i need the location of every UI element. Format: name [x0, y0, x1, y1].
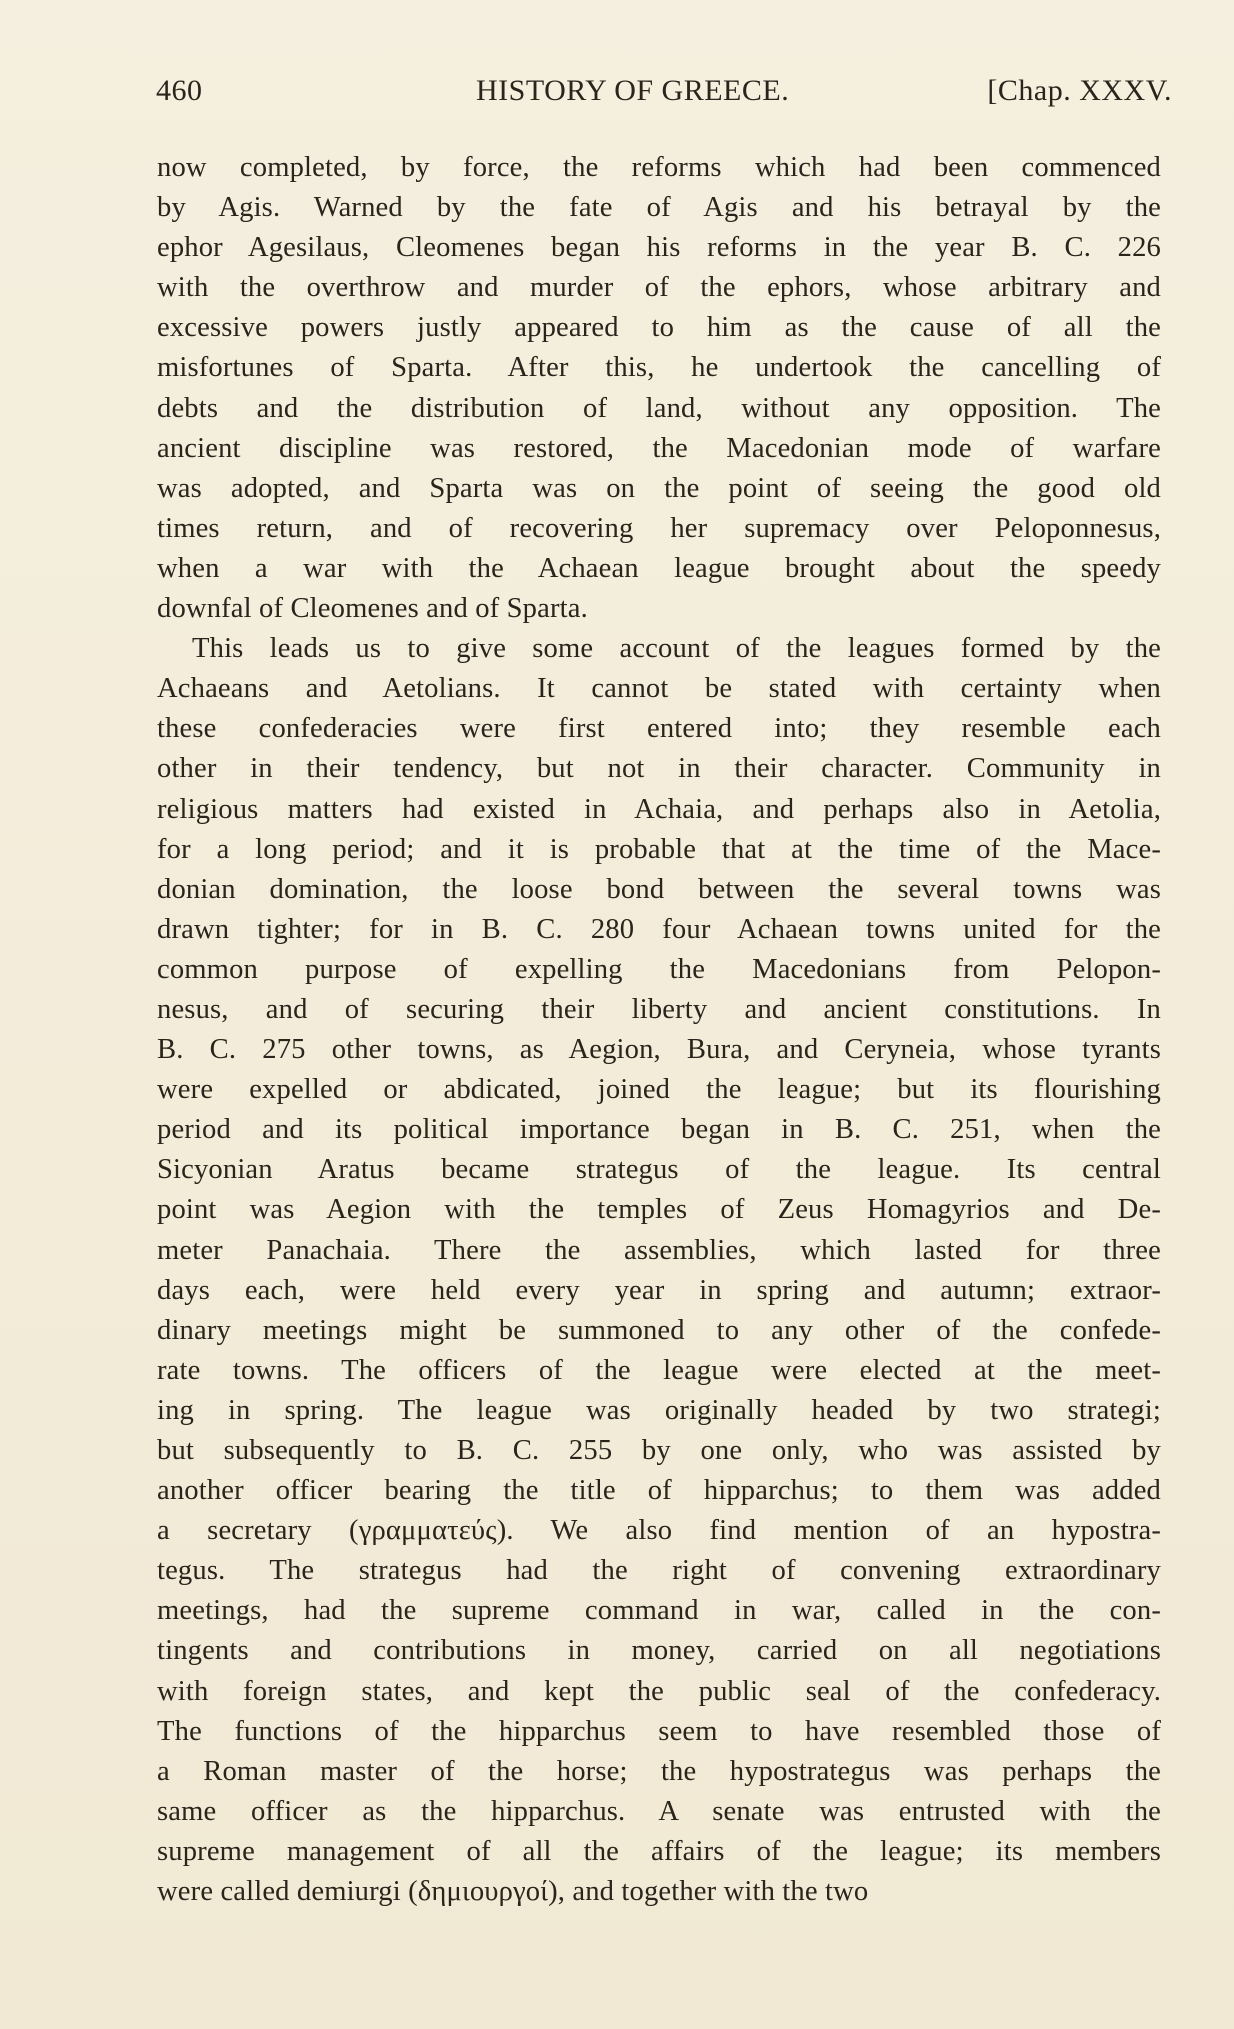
text-line: was adopted, and Sparta was on the point of seeing the good old	[157, 472, 1161, 504]
text-line: religious matters had existed in Achaia, and perhaps also in Aetolia,	[157, 793, 1161, 825]
text-line: with the overthrow and murder of the ephors, whose arbitrary and	[157, 272, 1161, 304]
text-line: but subsequently to B. C. 255 by one only, who was assisted by	[157, 1435, 1161, 1466]
text-line: other in their tendency, but not in their character. Community in	[157, 753, 1161, 785]
text-line: now completed, by force, the reforms which had been commenced	[157, 152, 1161, 183]
text-line: tegus. The strategus had the right of convening extraordinary	[157, 1555, 1161, 1587]
text-line: by Agis. Warned by the fate of Agis and his betrayal by the	[157, 192, 1161, 224]
body-text	[157, 148, 1161, 1912]
book-title: HISTORY OF GREECE.	[476, 74, 790, 107]
text-line: were expelled or abdicated, joined the league; but its flourishing	[157, 1074, 1161, 1106]
text-line: with foreign states, and kept the public seal of the confederacy.	[157, 1675, 1161, 1707]
text-line: B. C. 275 other towns, as Aegion, Bura, and Ceryneia, whose tyrants	[157, 1034, 1161, 1066]
text-line: excessive powers justly appeared to him as the cause of all the	[157, 312, 1161, 344]
text-line: The functions of the hipparchus seem to have resembled those of	[157, 1715, 1161, 1747]
chapter-reference: [Chap. XXXV.	[987, 74, 1172, 107]
text-line: ancient discipline was restored, the Macedonian mode of warfare	[157, 432, 1161, 464]
text-line: ephor Agesilaus, Cleomenes began his reforms in the year B. C. 226	[157, 232, 1161, 264]
text-line: supreme management of all the affairs of the league; its members	[157, 1835, 1161, 1867]
text-line: point was Aegion with the temples of Zeus Homagyrios and De-	[157, 1194, 1161, 1226]
text-line: a secretary (γραμματεύς). We also find mention of an hypostra-	[157, 1515, 1161, 1547]
text-line: Achaeans and Aetolians. It cannot be stated with certainty when	[157, 673, 1161, 705]
text-line: nesus, and of securing their liberty and ancient constitutions. In	[157, 993, 1161, 1025]
page-number: 460	[156, 74, 203, 107]
text-line: these confederacies were first entered into; they resemble each	[157, 713, 1161, 745]
text-line: donian domination, the loose bond between the several towns was	[157, 873, 1161, 905]
text-line: when a war with the Achaean league brought about the speedy	[157, 552, 1161, 584]
text-line: misfortunes of Sparta. After this, he undertook the cancelling of	[157, 352, 1161, 384]
text-line: rate towns. The officers of the league were elected at the meet-	[157, 1354, 1161, 1386]
text-line: ing in spring. The league was originally headed by two strategi;	[157, 1394, 1161, 1426]
text-line: another officer bearing the title of hipparchus; to them was added	[157, 1475, 1161, 1507]
running-head	[156, 74, 1172, 124]
text-line: drawn tighter; for in B. C. 280 four Achaean towns united for the	[157, 913, 1161, 945]
text-line: downfal of Cleomenes and of Sparta.	[157, 593, 588, 625]
text-line: times return, and of recovering her supremacy over Peloponnesus,	[157, 512, 1161, 544]
text-line: dinary meetings might be summoned to any other of the confede-	[157, 1314, 1161, 1346]
text-line: debts and the distribution of land, without any opposition. The	[157, 392, 1161, 424]
text-line: Sicyonian Aratus became strategus of the league. Its central	[157, 1154, 1161, 1186]
text-line: days each, were held every year in spring and autumn; extraor-	[157, 1274, 1161, 1306]
text-line: period and its political importance began in B. C. 251, when the	[157, 1114, 1161, 1146]
text-line: common purpose of expelling the Macedonians from Pelopon-	[157, 953, 1161, 985]
text-line: were called demiurgi (δημιουργοί), and together with the two	[157, 1876, 869, 1908]
text-line: meter Panachaia. There the assemblies, which lasted for three	[157, 1234, 1161, 1266]
text-line: for a long period; and it is probable that at the time of the Mace-	[157, 833, 1161, 865]
text-line: a Roman master of the horse; the hypostrategus was perhaps the	[157, 1755, 1161, 1787]
text-line: tingents and contributions in money, carried on all negotiations	[157, 1635, 1161, 1667]
text-line: meetings, had the supreme command in war, called in the con-	[157, 1595, 1161, 1627]
text-line: same officer as the hipparchus. A senate was entrusted with the	[157, 1795, 1161, 1827]
text-line: This leads us to give some account of the leagues formed by the	[192, 633, 1161, 665]
